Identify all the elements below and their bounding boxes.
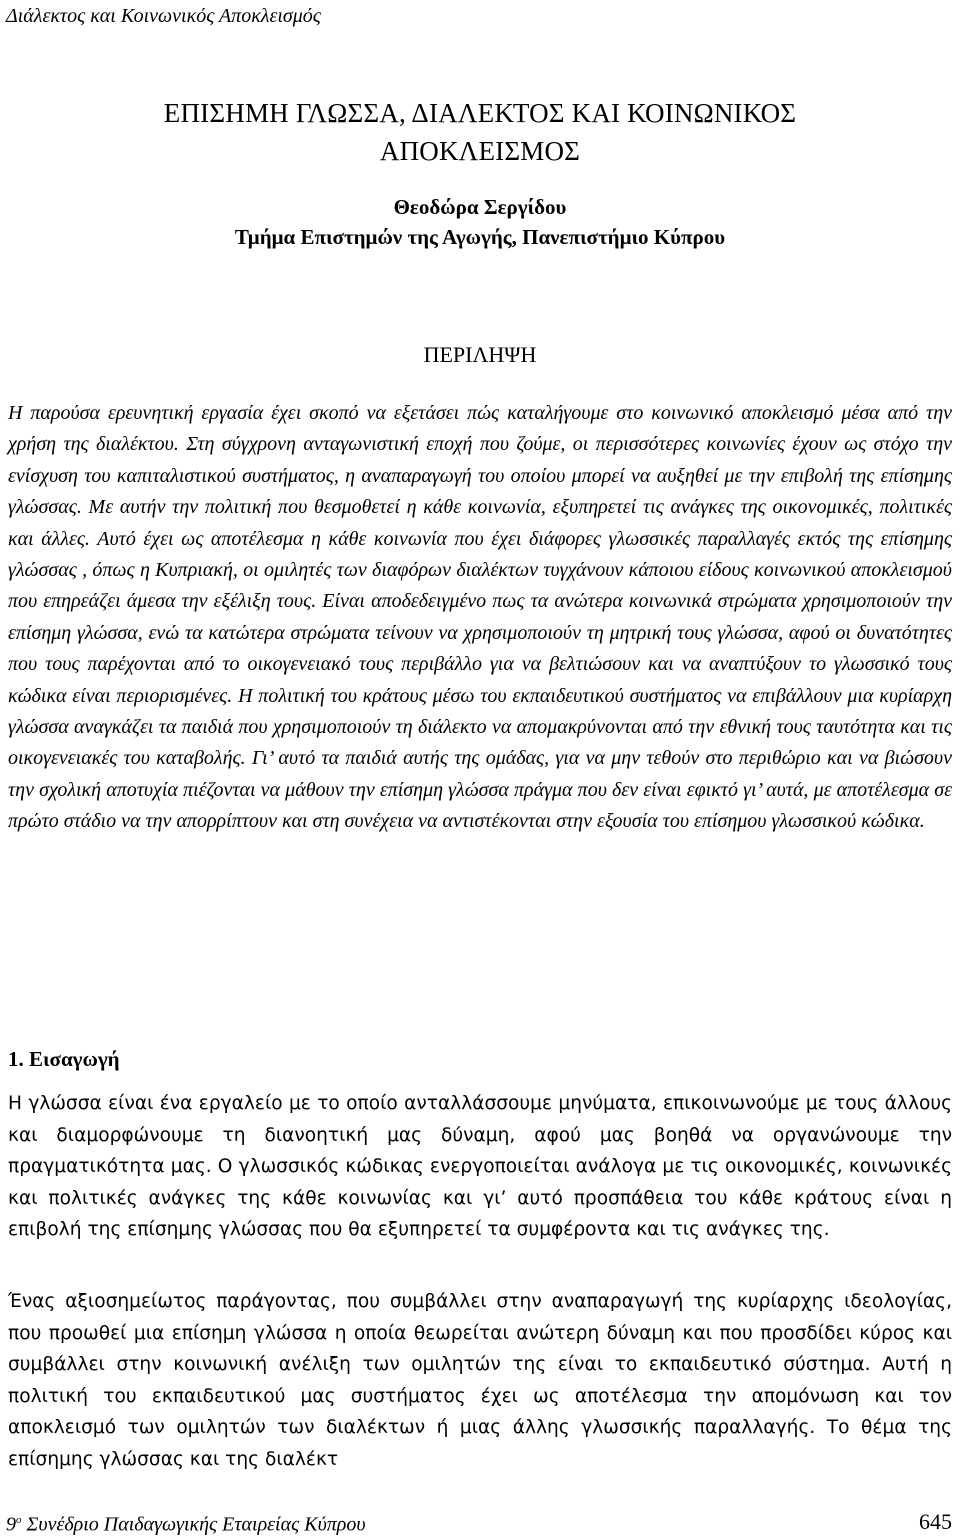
author-name: Θεοδώρα Σεργίδου — [393, 195, 567, 219]
abstract-heading: ΠΕΡΙΛΗΨΗ — [423, 342, 537, 367]
body-paragraph-1: Η γλώσσα είναι ένα εργαλείο με το οποίο ανταλλάσσουμε μηνύματα, επικοινωνούμε με τους άλλους και διαμορφώνουμε τη διανοητική μας δύναμη, αφού μας βοηθά να οργανώνουμε την πραγματικότητα μας. Ο γλωσσικός κώδικας ενεργοποιείται ανάλογα με τις οικονομικές, κοινωνικές και πολιτικές ανάγκες της κάθε κοινωνίας και γι’ αυτό προσπάθεια του κάθε κράτους είναι η επιβολή της επίσημης γλώσσας που θα εξυπηρετεί τα συμφέροντα και τις ανάγκες της. — [8, 1093, 952, 1240]
body-paragraph-2: Ένας αξιοσημείωτος παράγοντας, που συμβάλλει στην αναπαραγωγή της κυρίαρχης ιδεολογίας, που προωθεί μια επίσημη γλώσσα η οποία θεωρείται ανώτερη δύναμη και που προσδίδει κύρος και συμβάλλει στην κοινωνική ανέλιξη των ομιλητών της είναι το εκπαιδευτικό σύστημα. Αυτή η πολιτική του εκπαιδευτικού μας συστήματος έχει ως αποτέλεσμα την απομόνωση και τον αποκλεισμό των ομιλητών των διαλέκτων ή μιας άλλης γλωσσικής παραλλαγής. Το θέμα της επίσημης γλώσσας και της διαλέκτ — [8, 1291, 952, 1470]
edition-number: 9 — [6, 1513, 16, 1536]
running-header: Διάλεκτος και Κοινωνικός Αποκλεισμός — [6, 5, 321, 27]
section-title: 1. Εισαγωγή — [8, 1047, 120, 1071]
abstract-text: Η παρούσα ερευνητική εργασία έχει σκοπό να εξετάσει πώς καταλήγουμε στο κοινωνικό αποκλεισμό μέσα από την χρήση της διαλέκτου. Στη σύγχρονη ανταγωνιστική εποχή που ζούμε, οι περισσότερες κοινωνίες έχουν ως στόχο την ενίσχυση του καπιταλιστικού συστήματος, η αναπαραγωγή του οποίου μπορεί να αυξηθεί με την επιβολή της επίσημης γλώσσας. Με αυτήν την πολιτική που θεσμοθετεί η κάθε κοινωνία, εξυπηρετεί τις ανάγκες της οικονομικές, πολιτικές και άλλες. Αυτό έχει ως αποτέλεσμα η κάθε κοινωνία που έχει διάφορες γλωσσικές παραλλαγές εκτός της επίσημης γλώσσας , όπως η Κυπριακή, οι ομιλητές των διαφόρων διαλέκτων τυγχάνουν κάποιου είδους κοινωνικού αποκλεισμού που επηρεάζει άμεσα την εξέλιξη τους. Είναι αποδεδειγμένο πως τα ανώτερα κοινωνικά στρώματα χρησιμοποιούν την επίσημη γλώσσα, ενώ τα κατώτερα στρώματα τείνουν να χρησιμοποιούν τη μητρική τους γλώσσα, αφού οι δυνατότητες που τους παρέχονται από το οικογενειακό τους περιβάλλο για να βελτιώσουν και να αναπτύξουν το γλωσσικό τους κώδικα είναι περιορισμένες. Η πολιτική του κράτους μέσω του εκπαιδευτικού συστήματος να επιβάλλουν μια κυρίαρχη γλώσσα αναγκάζει τα παιδιά που χρησιμοποιούν τη διάλεκτο να απομακρύνονται από την εθνική τους ταυτότητα και τις οικογενειακές του καταβολής. Γι’ αυτό τα παιδιά αυτής της ομάδας, για να μην τεθούν στο περιθώριο και να βιώσουν την σχολική αποτυχία πιέζονται να μάθουν την επίσημη γλώσσα πράγμα που δεν είναι εφικτό γι’ αυτά, με αποτέλεσμα σε πρώτο στάδιο να την απορρίπτουν και στη συνέχεια να αντιστέκονται στην εξουσία του επίσημου γλωσσικού κώδικα. — [8, 402, 952, 833]
conference-name: Συνέδριο Παιδαγωγικής Εταιρείας Κύπρου — [26, 1513, 366, 1536]
page-number: 645 — [919, 1509, 952, 1534]
edition-suffix: ο — [16, 1514, 22, 1526]
paper-title-line-2: ΑΠΟΚΛΕΙΣΜΟΣ — [379, 136, 581, 166]
paper-title-line-1: ΕΠΙΣΗΜΗ ΓΛΩΣΣΑ, ΔΙΑΛΕΚΤΟΣ ΚΑΙ ΚΟΙΝΩΝΙΚΟΣ — [163, 98, 797, 128]
title-block — [0, 94, 960, 252]
author-affiliation: Τμήμα Επιστημών της Αγωγής, Πανεπιστήμιο Κύπρου — [234, 225, 726, 249]
footer-conference — [6, 1508, 366, 1537]
